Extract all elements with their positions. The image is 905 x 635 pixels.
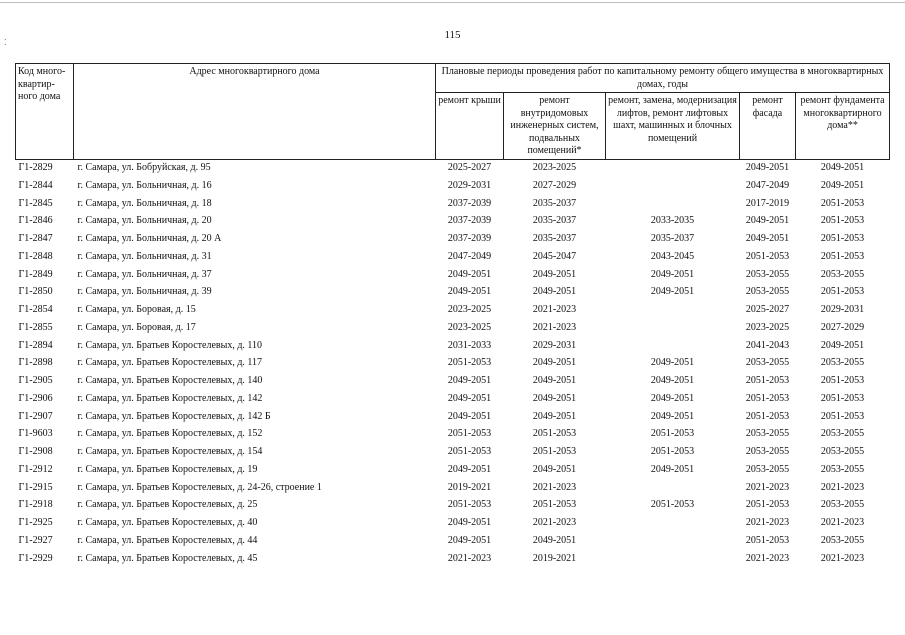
cell-engineering: 2049-2051 (532, 410, 577, 422)
header-facade: ремонт фасада (740, 93, 796, 160)
cell-engineering: 2029-2031 (532, 339, 577, 351)
cell-engineering: 2023-2025 (532, 162, 577, 174)
cell-engineering: 2049-2051 (532, 463, 577, 475)
table-row (16, 337, 890, 355)
table-row (16, 177, 890, 195)
cell-address: г. Самара, ул. Братьев Коростелевых, д. 25 (77, 499, 258, 511)
table-row (16, 266, 890, 284)
cell-roof: 2051-2053 (447, 428, 492, 440)
cell-lifts: 2049-2051 (650, 463, 695, 475)
header-foundation: ремонт фундамента многоквартирного дома** (796, 93, 890, 160)
cell-lifts: 2049-2051 (650, 375, 695, 387)
header-row-group (16, 64, 890, 93)
cell-roof: 2049-2051 (447, 268, 492, 280)
cell-roof: 2049-2051 (447, 410, 492, 422)
cell-engineering: 2051-2053 (532, 446, 577, 458)
cell-roof: 2051-2053 (447, 499, 492, 511)
cell-roof: 2049-2051 (447, 375, 492, 387)
cell-facade: 2051-2053 (745, 392, 790, 404)
cell-address: г. Самара, ул. Больничная, д. 37 (77, 268, 212, 280)
cell-facade: 2017-2019 (745, 197, 790, 209)
header-roof: ремонт крыши (436, 93, 504, 160)
cell-facade: 2025-2027 (745, 304, 790, 316)
cell-roof: 2049-2051 (447, 534, 492, 546)
cell-facade: 2051-2053 (745, 534, 790, 546)
cell-lifts: 2035-2037 (650, 233, 695, 245)
cell-lifts (606, 515, 740, 533)
cell-code: Г1-2846 (18, 215, 53, 227)
cell-facade: 2053-2055 (745, 268, 790, 280)
header-lifts: ремонт, замена, модернизация лифтов, ремонт лифтовых шахт, машинных и блочных помещений (606, 93, 740, 160)
cell-code: Г1-2925 (18, 517, 53, 529)
cell-lifts: 2049-2051 (650, 410, 695, 422)
cell-address: г. Самара, ул. Боровая, д. 15 (77, 304, 196, 316)
cell-code: Г1-2850 (18, 286, 53, 298)
cell-address: г. Самара, ул. Больничная, д. 20 А (77, 233, 222, 245)
cell-facade: 2049-2051 (745, 162, 790, 174)
cell-foundation: 2049-2051 (820, 339, 865, 351)
cell-facade: 2051-2053 (745, 499, 790, 511)
cell-lifts: 2051-2053 (650, 499, 695, 511)
cell-lifts (606, 319, 740, 337)
cell-address: г. Самара, ул. Больничная, д. 39 (77, 286, 212, 298)
cell-address: г. Самара, ул. Братьев Коростелевых, д. 19 (77, 463, 258, 475)
page-number: 115 (444, 29, 461, 41)
cell-address: г. Самара, ул. Братьев Коростелевых, д. 24-26, строение 1 (77, 481, 322, 493)
cell-code: Г1-2854 (18, 304, 53, 316)
cell-roof: 2049-2051 (447, 517, 492, 529)
cell-foundation: 2051-2053 (820, 375, 865, 387)
cell-facade: 2021-2023 (745, 481, 790, 493)
cell-lifts: 2049-2051 (650, 392, 695, 404)
cell-address: г. Самара, ул. Братьев Коростелевых, д. 142 Б (77, 410, 271, 422)
scan-top-edge (0, 2, 905, 3)
cell-code: Г1-2908 (18, 446, 53, 458)
cell-foundation: 2051-2053 (820, 286, 865, 298)
cell-foundation: 2053-2055 (820, 499, 865, 511)
cell-lifts: 2049-2051 (650, 357, 695, 369)
cell-code: Г1-2829 (18, 162, 53, 174)
table-row (16, 479, 890, 497)
cell-roof: 2049-2051 (447, 463, 492, 475)
cell-roof: 2051-2053 (447, 357, 492, 369)
table-row (16, 355, 890, 373)
cell-engineering: 2021-2023 (532, 321, 577, 333)
cell-lifts: 2051-2053 (650, 446, 695, 458)
cell-address: г. Самара, ул. Братьев Коростелевых, д. 154 (77, 446, 263, 458)
cell-lifts: 2051-2053 (650, 428, 695, 440)
cell-code: Г1-2906 (18, 392, 53, 404)
cell-engineering: 2049-2051 (532, 357, 577, 369)
cell-engineering: 2049-2051 (532, 534, 577, 546)
cell-foundation: 2051-2053 (820, 197, 865, 209)
cell-facade: 2051-2053 (745, 250, 790, 262)
cell-code: Г1-9603 (18, 428, 53, 440)
cell-roof: 2021-2023 (447, 552, 492, 564)
cell-address: г. Самара, ул. Братьев Коростелевых, д. 44 (77, 534, 258, 546)
cell-facade: 2053-2055 (745, 286, 790, 298)
cell-roof: 2031-2033 (447, 339, 492, 351)
table-row (16, 550, 890, 568)
cell-facade: 2053-2055 (745, 446, 790, 458)
table-row (16, 195, 890, 213)
cell-address: г. Самара, ул. Больничная, д. 20 (77, 215, 212, 227)
cell-engineering: 2021-2023 (532, 481, 577, 493)
cell-roof: 2049-2051 (447, 392, 492, 404)
cell-engineering: 2035-2037 (532, 197, 577, 209)
cell-address: г. Самара, ул. Братьев Коростелевых, д. 140 (77, 375, 263, 387)
cell-foundation: 2051-2053 (820, 250, 865, 262)
cell-foundation: 2049-2051 (820, 162, 865, 174)
cell-address: г. Самара, ул. Братьев Коростелевых, д. 40 (77, 517, 258, 529)
cell-engineering: 2049-2051 (532, 268, 577, 280)
cell-foundation: 2051-2053 (820, 233, 865, 245)
cell-code: Г1-2929 (18, 552, 53, 564)
cell-engineering: 2045-2047 (532, 250, 577, 262)
cell-foundation: 2049-2051 (820, 179, 865, 191)
table-row (16, 373, 890, 391)
table-row (16, 231, 890, 249)
table-body (16, 159, 890, 568)
table-row (16, 515, 890, 533)
cell-foundation: 2021-2023 (820, 552, 865, 564)
cell-roof: 2023-2025 (447, 321, 492, 333)
cell-facade: 2023-2025 (745, 321, 790, 333)
cell-code: Г1-2915 (18, 481, 53, 493)
cell-code: Г1-2844 (18, 179, 53, 191)
cell-code: Г1-2898 (18, 357, 53, 369)
cell-code: Г1-2918 (18, 499, 53, 511)
cell-foundation: 2051-2053 (820, 410, 865, 422)
table-row (16, 497, 890, 515)
cell-roof: 2047-2049 (447, 250, 492, 262)
table-row (16, 248, 890, 266)
cell-lifts (606, 550, 740, 568)
cell-facade: 2053-2055 (745, 463, 790, 475)
cell-lifts: 2043-2045 (650, 250, 695, 262)
cell-address: г. Самара, ул. Больничная, д. 31 (77, 250, 212, 262)
cell-foundation: 2053-2055 (820, 463, 865, 475)
cell-engineering: 2049-2051 (532, 392, 577, 404)
cell-lifts: 2033-2035 (650, 215, 695, 227)
header-engineering: ремонт внутридомовых инженерных систем, подвальных помещений* (504, 93, 606, 160)
table-row (16, 319, 890, 337)
cell-lifts: 2049-2051 (650, 286, 695, 298)
table-row (16, 213, 890, 231)
cell-lifts (606, 177, 740, 195)
cell-engineering: 2019-2021 (532, 552, 577, 564)
cell-engineering: 2049-2051 (532, 286, 577, 298)
cell-code: Г1-2847 (18, 233, 53, 245)
cell-foundation: 2053-2055 (820, 428, 865, 440)
cell-code: Г1-2905 (18, 375, 53, 387)
table-row (16, 302, 890, 320)
table-row (16, 159, 890, 177)
scan-speck: ⁚ (4, 38, 7, 47)
cell-code: Г1-2845 (18, 197, 53, 209)
cell-facade: 2021-2023 (745, 517, 790, 529)
table-row (16, 284, 890, 302)
cell-facade: 2051-2053 (745, 375, 790, 387)
cell-code: Г1-2927 (18, 534, 53, 546)
cell-facade: 2049-2051 (745, 233, 790, 245)
cell-address: г. Самара, ул. Больничная, д. 18 (77, 197, 212, 209)
cell-address: г. Самара, ул. Братьев Коростелевых, д. 117 (77, 357, 263, 369)
cell-code: Г1-2912 (18, 463, 53, 475)
cell-lifts (606, 479, 740, 497)
cell-roof: 2019-2021 (447, 481, 492, 493)
cell-facade: 2051-2053 (745, 410, 790, 422)
cell-address: г. Самара, ул. Боровая, д. 17 (77, 321, 196, 333)
cell-foundation: 2053-2055 (820, 446, 865, 458)
header-address: Адрес многоквартирного дома (74, 64, 436, 160)
cell-engineering: 2021-2023 (532, 517, 577, 529)
cell-engineering: 2035-2037 (532, 215, 577, 227)
cell-code: Г1-2894 (18, 339, 53, 351)
cell-roof: 2051-2053 (447, 446, 492, 458)
cell-address: г. Самара, ул. Братьев Коростелевых, д. 152 (77, 428, 263, 440)
cell-engineering: 2051-2053 (532, 499, 577, 511)
cell-foundation: 2053-2055 (820, 534, 865, 546)
cell-facade: 2053-2055 (745, 357, 790, 369)
cell-foundation: 2027-2029 (820, 321, 865, 333)
cell-code: Г1-2849 (18, 268, 53, 280)
cell-address: г. Самара, ул. Братьев Коростелевых, д. 142 (77, 392, 263, 404)
cell-facade: 2047-2049 (745, 179, 790, 191)
cell-roof: 2037-2039 (447, 233, 492, 245)
cell-engineering: 2035-2037 (532, 233, 577, 245)
table-row (16, 444, 890, 462)
cell-facade: 2049-2051 (745, 215, 790, 227)
cell-address: г. Самара, ул. Бобруйская, д. 95 (77, 162, 211, 174)
table-row (16, 532, 890, 550)
cell-lifts (606, 159, 740, 177)
cell-foundation: 2053-2055 (820, 357, 865, 369)
cell-foundation: 2029-2031 (820, 304, 865, 316)
repair-schedule-table (15, 63, 890, 568)
cell-roof: 2023-2025 (447, 304, 492, 316)
table-header (16, 64, 890, 160)
cell-lifts: 2049-2051 (650, 268, 695, 280)
cell-roof: 2037-2039 (447, 215, 492, 227)
cell-engineering: 2027-2029 (532, 179, 577, 191)
cell-address: г. Самара, ул. Больничная, д. 16 (77, 179, 212, 191)
cell-lifts (606, 195, 740, 213)
table-row (16, 408, 890, 426)
cell-lifts (606, 302, 740, 320)
cell-lifts (606, 532, 740, 550)
cell-code: Г1-2848 (18, 250, 53, 262)
cell-facade: 2041-2043 (745, 339, 790, 351)
cell-roof: 2029-2031 (447, 179, 492, 191)
cell-roof: 2049-2051 (447, 286, 492, 298)
cell-foundation: 2021-2023 (820, 517, 865, 529)
cell-foundation: 2021-2023 (820, 481, 865, 493)
table-row (16, 426, 890, 444)
cell-foundation: 2053-2055 (820, 268, 865, 280)
cell-code: Г1-2855 (18, 321, 53, 333)
header-code: Код много-квартир-ного дома (16, 64, 74, 160)
cell-engineering: 2021-2023 (532, 304, 577, 316)
cell-code: Г1-2907 (18, 410, 53, 422)
cell-address: г. Самара, ул. Братьев Коростелевых, д. 110 (77, 339, 263, 351)
cell-engineering: 2049-2051 (532, 375, 577, 387)
cell-foundation: 2051-2053 (820, 392, 865, 404)
cell-lifts (606, 337, 740, 355)
cell-foundation: 2051-2053 (820, 215, 865, 227)
cell-facade: 2021-2023 (745, 552, 790, 564)
cell-address: г. Самара, ул. Братьев Коростелевых, д. 45 (77, 552, 258, 564)
table-row (16, 390, 890, 408)
cell-facade: 2053-2055 (745, 428, 790, 440)
table-row (16, 461, 890, 479)
cell-roof: 2037-2039 (447, 197, 492, 209)
cell-engineering: 2051-2053 (532, 428, 577, 440)
cell-roof: 2025-2027 (447, 162, 492, 174)
header-periods-group: Плановые периоды проведения работ по капитальному ремонту общего имущества в многоквартирных домах, годы (436, 64, 890, 93)
